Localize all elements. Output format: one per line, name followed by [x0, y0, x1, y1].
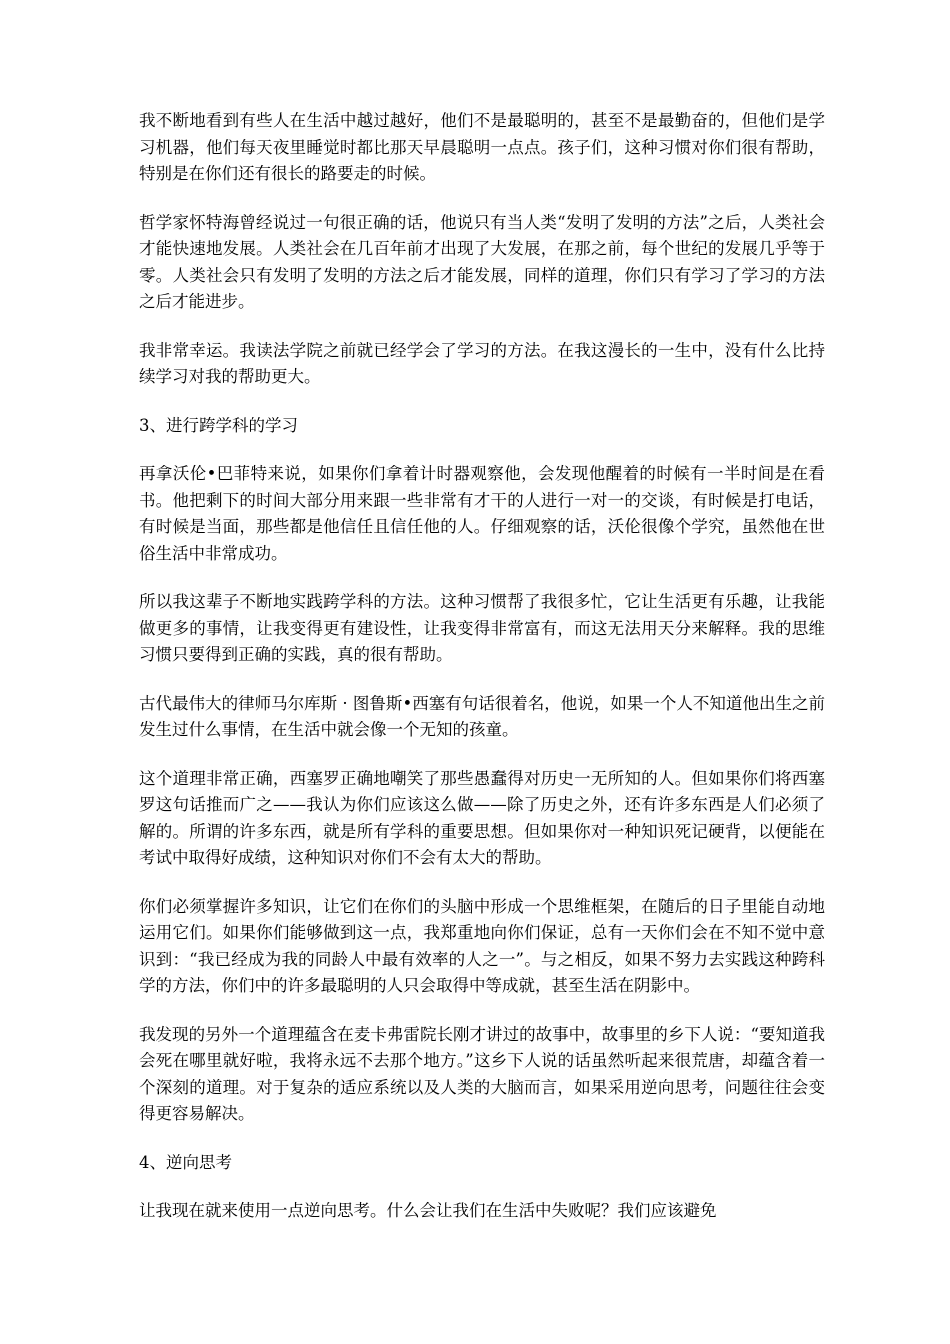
paragraph-cicero-extended: 这个道理非常正确，西塞罗正确地嘲笑了那些愚蠢得对历史一无所知的人。但如果你们将西塞罗这句话推而广之——我认为你们应该这么做——除了历史之外，还有许多东西是人们必须了解的。所谓的许多东西，就是所有学科的重要思想。但如果你对一种知识死记硬背，以便能在考试中取得好成绩，这种知识对你们不会有太大的帮助。	[139, 768, 825, 867]
paragraph-inversion-start: 让我现在就来使用一点逆向思考。什么会让我们在生活中失败呢？我们应该避免	[139, 1201, 717, 1220]
paragraph-buffett-reading: 再拿沃伦•巴菲特来说，如果你们拿着计时器观察他，会发现他醒着的时候有一半时间是在看书。他把剩下的时间大部分用来跟一些非常有才干的人进行一对一的交谈，有时候是打电话，有时候是当面，那些都是他信任且信任他的人。仔细观察的话，沃伦很像个学究，虽然他在世俗生活中非常成功。	[139, 464, 825, 563]
paragraph-learning-machines: 我不断地看到有些人在生活中越过越好，他们不是最聪明的，甚至不是最勤奋的，但他们是学习机器，他们每天夜里睡觉时都比那天早晨聪明一点点。孩子们，这种习惯对你们很有帮助，特别是在你们还有很长的路要走的时候。	[139, 111, 825, 183]
paragraph-mental-framework: 你们必须掌握许多知识，让它们在你们的头脑中形成一个思维框架，在随后的日子里能自动地运用它们。如果你们能够做到这一点，我郑重地向你们保证，总有一天你们会在不知不觉中意识到：“我已经成为我的同龄人中最有效率的人之一”。与之相反，如果不努力去实践这种跨科学的方法，你们中的许多最聪明的人只会取得中等成就，甚至生活在阴影中。	[139, 896, 825, 995]
section-heading-inversion: 4、逆向思考	[139, 1152, 232, 1172]
paragraph-lucky: 我非常幸运。我读法学院之前就已经学会了学习的方法。在我这漫长的一生中，没有什么比持续学习对我的帮助更大。	[139, 340, 825, 386]
paragraph-country-man-story: 我发现的另外一个道理蕴含在麦卡弗雷院长刚才讲过的故事中，故事里的乡下人说：“要知道我会死在哪里就好啦，我将永远不去那个地方。”这乡下人说的话虽然听起来很荒唐，却蕴含着一个深刻的道理。对于复杂的适应系统以及人类的大脑而言，如果采用逆向思考，问题往往会变得更容易解决。	[139, 1024, 825, 1123]
paragraph-cicero-quote: 古代最伟大的律师马尔库斯 · 图鲁斯•西塞有句话很着名，他说，如果一个人不知道他出生之前发生过什么事情，在生活中就会像一个无知的孩童。	[139, 693, 825, 739]
paragraph-whitehead-quote: 哲学家怀特海曾经说过一句很正确的话，他说只有当人类“发明了发明的方法”之后，人类社会才能快速地发展。人类社会在几百年前才出现了大发展，在那之前，每个世纪的发展几乎等于零。人类社会只有发明了发明的方法之后才能发展，同样的道理，你们只有学习了学习的方法之后才能进步。	[139, 212, 825, 311]
document-body	[139, 108, 825, 1247]
section-heading-interdisciplinary: 3、进行跨学科的学习	[139, 415, 298, 435]
paragraph-interdisciplinary-practice: 所以我这辈子不断地实践跨学科的方法。这种习惯帮了我很多忙，它让生活更有乐趣，让我能做更多的事情，让我变得更有建设性，让我变得非常富有，而这无法用天分来解释。我的思维习惯只要得到正确的实践，真的很有帮助。	[139, 592, 825, 664]
